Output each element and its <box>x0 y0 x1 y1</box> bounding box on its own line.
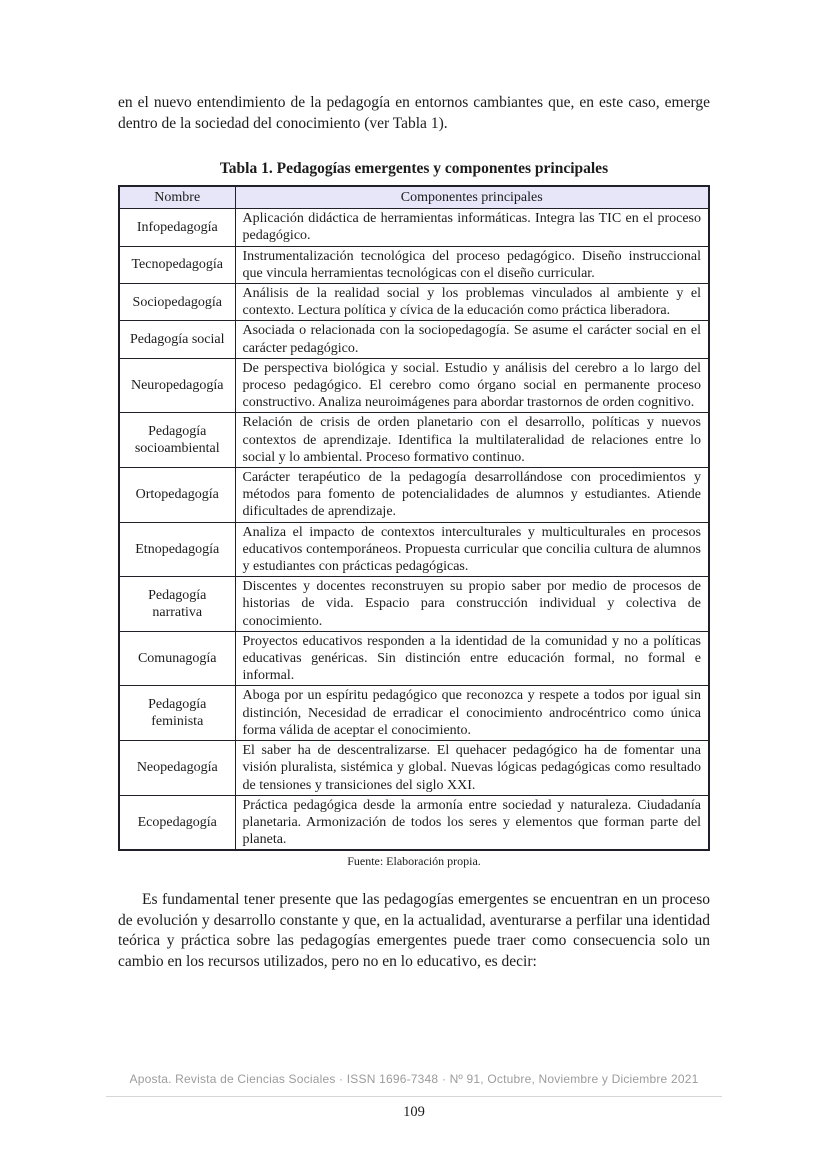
table-row <box>119 413 709 468</box>
components-cell: Práctica pedagógica desde la armonía entre sociedad y naturaleza. Ciudadanía planetaria. Armonización de todos los seres y elementos que forman parte del planeta. <box>235 795 709 850</box>
table-row <box>119 321 709 358</box>
components-cell: Discentes y docentes reconstruyen su propio saber por medio de procesos de historias de vida. Espacio para construcción individual y colectiva de conocimiento. <box>235 577 709 632</box>
components-cell: Carácter terapéutico de la pedagogía desarrollándose con procedimientos y métodos para fomento de potencialidades de alumnos y estudiantes. Atiende dificultades de aprendizaje. <box>235 468 709 523</box>
pedagogy-name-cell: Pedagogía social <box>119 321 235 358</box>
pedagogy-name-cell: Neopedagogía <box>119 741 235 796</box>
table-row <box>119 209 709 246</box>
pedagogy-name-cell: Sociopedagogía <box>119 284 235 321</box>
journal-citation-line: Aposta. Revista de Ciencias Sociales · ISSN 1696-7348 · Nº 91, Octubre, Noviembre y Diciembre 2021 <box>129 1072 699 1086</box>
page-footer <box>106 1072 722 1121</box>
components-cell: De perspectiva biológica y social. Estudio y análisis del cerebro a lo largo del proceso pedagógico. El cerebro como órgano social en permanente proceso constructivo. Analiza neuroimágenes para abordar trastornos de orden cognitivo. <box>235 358 709 413</box>
components-cell: Aplicación didáctica de herramientas informáticas. Integra las TIC en el proceso pedagógico. <box>235 209 709 246</box>
components-cell: Relación de crisis de orden planetario con el desarrollo, políticas y nuevos contextos de aprendizaje. Identifica la multilateralidad de relaciones entre lo social y lo ambiental. Proceso formativo continuo. <box>235 413 709 468</box>
pedagogy-name-cell: Pedagogía narrativa <box>119 577 235 632</box>
page-content <box>118 93 710 972</box>
table-row <box>119 468 709 523</box>
pedagogy-name-cell: Infopedagogía <box>119 209 235 246</box>
components-cell: Analiza el impacto de contextos interculturales y multiculturales en procesos educativos contemporáneos. Propuesta curricular que concilia cultura de alumnos y estudiantes con prácticas pedagógicas. <box>235 522 709 577</box>
pedagogy-name-cell: Comunagogía <box>119 631 235 686</box>
intro-paragraph: en el nuevo entendimiento de la pedagogía en entornos cambiantes que, en este caso, emerge dentro de la sociedad del conocimiento (ver Tabla 1). <box>118 94 710 132</box>
table-row <box>119 358 709 413</box>
page-number: 109 <box>403 1104 425 1120</box>
pedagogy-name-cell: Ortopedagogía <box>119 468 235 523</box>
table-row <box>119 686 709 741</box>
table-row <box>119 577 709 632</box>
pedagogy-name-cell: Tecnopedagogía <box>119 246 235 283</box>
table-row <box>119 246 709 283</box>
table-row <box>119 741 709 796</box>
pedagogy-name-cell: Etnopedagogía <box>119 522 235 577</box>
components-cell: Asociada o relacionada con la sociopedagogía. Se asume el carácter social en el carácter pedagógico. <box>235 321 709 358</box>
pedagogy-name-cell: Neuropedagogía <box>119 358 235 413</box>
table-row <box>119 522 709 577</box>
pedagogy-name-cell: Ecopedagogía <box>119 795 235 850</box>
components-cell: El saber ha de descentralizarse. El quehacer pedagógico ha de fomentar una visión pluralista, sistémica y global. Nuevas lógicas pedagógicas como resultado de tensiones y transiciones del siglo XXI. <box>235 741 709 796</box>
components-cell: Análisis de la realidad social y los problemas vinculados al ambiente y el contexto. Lectura política y cívica de la educación como práctica liberadora. <box>235 284 709 321</box>
pedagogies-table <box>118 185 710 851</box>
table-header-row <box>119 186 709 209</box>
components-cell: Instrumentalización tecnológica del proceso pedagógico. Diseño instruccional que vincula herramientas tecnológicas con el diseño curricular. <box>235 246 709 283</box>
table-row <box>119 631 709 686</box>
closing-paragraph: Es fundamental tener presente que las pedagogías emergentes se encuentran en un proceso de evolución y desarrollo constante y que, en la actualidad, aventurarse a perfilar una identidad teórica y práctica sobre las pedagogías emergentes puede traer como consecuencia solo un cambio en los recursos utilizados, pero no en lo educativo, es decir: <box>118 891 710 970</box>
header-cell-componentes: Componentes principales <box>235 186 709 209</box>
table-row <box>119 284 709 321</box>
header-cell-nombre: Nombre <box>119 186 235 209</box>
table-source-note: Fuente: Elaboración propia. <box>347 854 481 869</box>
components-cell: Proyectos educativos responden a la identidad de la comunidad y no a políticas educativas genéricas. Sin distinción entre educación formal, no formal e informal. <box>235 631 709 686</box>
pedagogy-name-cell: Pedagogía socioambiental <box>119 413 235 468</box>
table-title: Tabla 1. Pedagogías emergentes y componentes principales <box>219 160 609 177</box>
pedagogy-name-cell: Pedagogía feminista <box>119 686 235 741</box>
footer-divider <box>106 1096 722 1097</box>
components-cell: Aboga por un espíritu pedagógico que reconozca y respete a todos por igual sin distinción, Necesidad de erradicar el conocimiento androcéntrico como única forma válida de aceptar el conocimiento. <box>235 686 709 741</box>
table-row <box>119 795 709 850</box>
